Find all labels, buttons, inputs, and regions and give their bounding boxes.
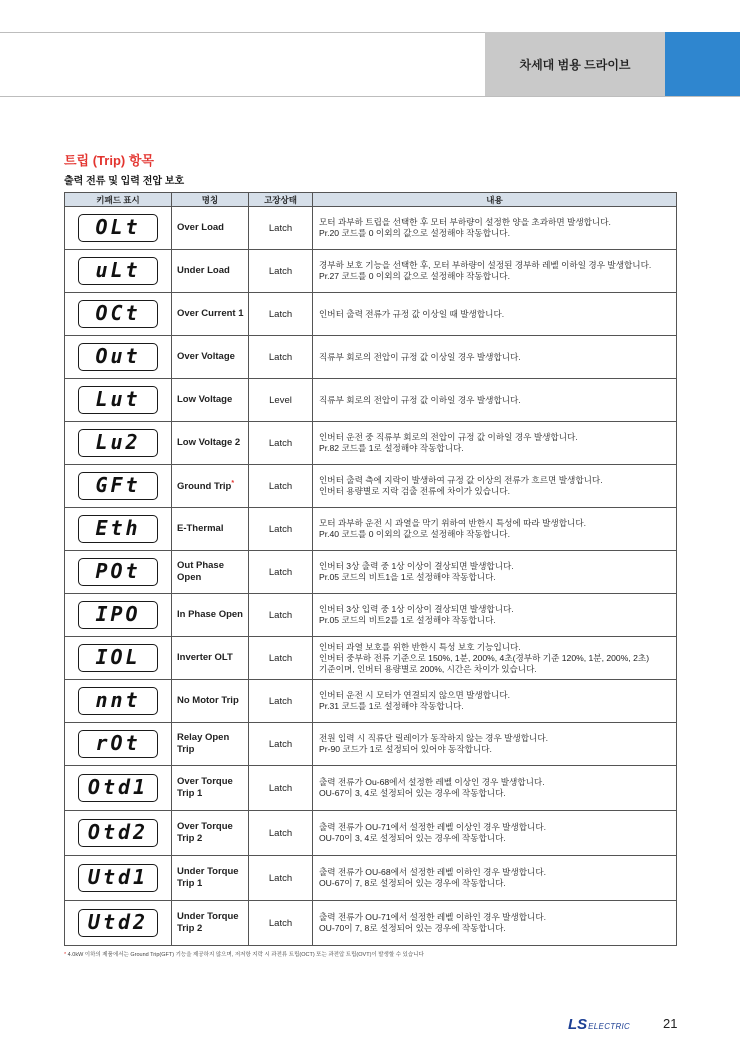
keypad-display: nnt [78,687,158,715]
description-line: Pr.82 코드를 1로 설정해야 작동합니다. [319,443,464,453]
fault-state: Latch [249,637,313,680]
trip-description [313,637,677,680]
fault-state: Latch [249,811,313,856]
keypad-cell [65,856,172,901]
table-row [65,680,677,723]
trip-description [313,856,677,901]
keypad-cell [65,207,172,250]
table-row [65,551,677,594]
trip-description [313,250,677,293]
fault-state: Latch [249,207,313,250]
keypad-cell [65,723,172,766]
description-line: 인버터 운전 중 직류부 회로의 전압이 규정 값 이하일 경우 발생합니다. [319,432,578,442]
description-line: 기준이며, 인버터 용량별로 200%, 시간은 차이가 있습니다. [319,663,537,674]
keypad-cell [65,293,172,336]
table-header-row [65,193,677,207]
fault-state: Latch [249,336,313,379]
fault-state: Latch [249,680,313,723]
description-line: 출력 전류가 OU-71에서 설정한 레벨 이상인 경우 발생합니다. [319,822,547,832]
table-row [65,422,677,465]
trip-name: Under Torque Trip 2 [177,911,239,934]
trip-name: Over Torque Trip 1 [177,776,233,799]
description-line: 인버터 운전 시 모터가 연결되지 않으면 발생합니다. [319,690,511,700]
description-line: 인버터 용량별로 지락 검출 전류에 차이가 있습니다. [319,486,511,496]
keypad-display: OCt [78,300,158,328]
description-line: Pr.27 코드를 0 이외의 값으로 설정해야 작동합니다. [319,271,510,281]
trip-description [313,901,677,946]
trip-description [313,336,677,379]
trip-name: Ground Trip [177,481,232,493]
fault-state: Latch [249,422,313,465]
description-line: Pr.31 코드를 1로 설정해야 작동합니다. [319,701,464,711]
trip-description [313,723,677,766]
description-line: Pr.40 코드를 0 이외의 값으로 설정해야 작동합니다. [319,529,510,539]
trip-description [313,293,677,336]
trip-name-cell [172,465,249,508]
trip-name-cell [172,422,249,465]
keypad-cell [65,379,172,422]
keypad-display: Otd1 [78,774,158,802]
keypad-display: Lu2 [78,429,158,457]
trip-name-cell [172,594,249,637]
description-line: OU-70이 3, 4로 설정되어 있는 경우에 작동합니다. [319,833,506,843]
trip-table [64,192,677,946]
trip-description [313,508,677,551]
header-accent-block [665,32,740,96]
trip-name: Relay Open Trip [177,732,230,755]
keypad-display: uLt [78,257,158,285]
trip-name: Low Voltage [177,394,233,405]
keypad-display: Utd2 [78,909,158,937]
header-keypad: 키패드 표시 [65,193,172,207]
trip-name: No Motor Trip [177,695,239,706]
fault-state: Latch [249,723,313,766]
description-line: OU-67이 7, 8로 설정되어 있는 경우에 작동합니다. [319,878,506,888]
table-row [65,293,677,336]
trip-name: Out Phase Open [177,560,224,583]
description-line: 전원 입력 시 직류단 릴레이가 동작하지 않는 경우 발생합니다. [319,733,549,743]
table-row [65,766,677,811]
description-line: 직류부 회로의 전압이 규정 값 이상일 경우 발생합니다. [319,351,521,362]
ls-electric-logo [568,1016,630,1033]
header-bottom-rule [0,96,740,97]
keypad-display: IOL [78,644,158,672]
table-row [65,379,677,422]
description-line: 모터 과부하 트립을 선택한 후 모터 부하량이 설정한 양을 초과하면 발생합니다. [319,217,611,227]
header-name: 명칭 [172,193,249,207]
description-line: OU-70이 7, 8로 설정되어 있는 경우에 작동합니다. [319,923,506,933]
trip-description [313,594,677,637]
keypad-display: GFt [78,472,158,500]
description-line: 출력 전류가 OU-71에서 설정한 레벨 이하인 경우 발생합니다. [319,912,547,922]
table-row [65,637,677,680]
trip-description [313,551,677,594]
description-line: 인버터 중부하 전류 기준으로 150%, 1분, 200%, 4초(경부하 기준 120%, 1분, 200%, 2초) [319,652,650,663]
fault-state: Latch [249,250,313,293]
table-row [65,901,677,946]
header-content: 내용 [313,193,677,207]
trip-name: Inverter OLT [177,652,233,663]
trip-name-cell [172,508,249,551]
trip-description [313,207,677,250]
keypad-display: OLt [78,214,158,242]
description-line: Pr.05 코드의 비트2를 1로 설정해야 작동합니다. [319,615,496,625]
keypad-display: Lut [78,386,158,414]
footnote [64,950,424,958]
description-line: 모터 과부하 운전 시 과열을 막기 위하여 반한시 특성에 따라 발생합니다. [319,518,587,528]
trip-name-cell [172,811,249,856]
trip-name: E-Thermal [177,523,224,534]
logo-ls: LS [568,1016,588,1033]
trip-description [313,422,677,465]
fault-state: Latch [249,551,313,594]
trip-name: Over Load [177,222,224,233]
keypad-display: Eth [78,515,158,543]
table-row [65,594,677,637]
footnote-mark: * [64,952,67,958]
keypad-cell [65,250,172,293]
trip-name: Over Torque Trip 2 [177,821,233,844]
description-line: Pr.20 코드를 0 이외의 값으로 설정해야 작동합니다. [319,228,510,238]
keypad-display: rOt [78,730,158,758]
trip-name: Over Current 1 [177,308,244,319]
table-row [65,250,677,293]
section-title: 트립 (Trip) 항목 [64,153,154,168]
trip-description [313,811,677,856]
trip-name-cell [172,856,249,901]
trip-description [313,465,677,508]
keypad-cell [65,637,172,680]
keypad-cell [65,901,172,946]
keypad-display: Out [78,343,158,371]
keypad-cell [65,811,172,856]
trip-name-cell [172,207,249,250]
fault-state: Latch [249,594,313,637]
keypad-display: IPO [78,601,158,629]
trip-name-cell [172,551,249,594]
keypad-cell [65,766,172,811]
trip-name: Under Load [177,265,230,276]
fault-state: Latch [249,856,313,901]
description-line: 직류부 회로의 전압이 규정 값 이하일 경우 발생합니다. [319,394,521,405]
subsection-title: 출력 전류 및 입력 전압 보호 [64,176,185,187]
fault-state: Latch [249,901,313,946]
trip-name-cell [172,250,249,293]
page-number: 21 [663,1016,678,1031]
trip-name-cell [172,766,249,811]
keypad-cell [65,594,172,637]
trip-name-cell [172,901,249,946]
description-line: Pr.05 코드의 비트1을 1로 설정해야 작동합니다. [319,572,496,582]
description-line: 인버터 3상 출력 중 1상 이상이 결상되면 발생합니다. [319,561,514,571]
fault-state: Latch [249,465,313,508]
trip-name-cell [172,336,249,379]
trip-description [313,379,677,422]
table-row [65,723,677,766]
table-row [65,508,677,551]
table-row [65,336,677,379]
trip-name: In Phase Open [177,609,243,620]
keypad-display: POt [78,558,158,586]
description-line: 인버터 과열 보호를 위한 반한시 특성 보호 기능입니다. [319,641,521,652]
keypad-display: Utd1 [78,864,158,892]
description-line: 인버터 출력 전류가 규정 값 이상일 때 발생합니다. [319,308,505,319]
fault-state: Latch [249,293,313,336]
trip-name-cell [172,637,249,680]
description-line: 출력 전류가 OU-68에서 설정한 레벨 이하인 경우 발생합니다. [319,867,547,877]
fault-state: Level [249,379,313,422]
keypad-display: Otd2 [78,819,158,847]
trip-name: Over Voltage [177,351,235,362]
trip-name-cell [172,723,249,766]
description-line: 인버터 3상 입력 중 1상 이상이 결상되면 발생합니다. [319,604,514,614]
fault-state: Latch [249,508,313,551]
trip-description [313,766,677,811]
keypad-cell [65,465,172,508]
trip-table-body [65,207,677,946]
description-line: 출력 전류가 Ou-68에서 설정한 레벨 이상인 경우 발생합니다. [319,777,545,787]
keypad-cell [65,551,172,594]
table-row [65,856,677,901]
description-line: OU-67이 3, 4로 설정되어 있는 경우에 작동합니다. [319,788,506,798]
trip-name: Low Voltage 2 [177,437,241,448]
footnote-text: 4.0kW 이하의 제품에서는 Ground Trip(GFT) 기능을 제공하지 않으며, 저저항 지락 시 과전류 트립(OCT) 또는 과전압 트립(OVT)이 발생할 수 있습니다 [67,952,424,958]
description-line: Pr-90 코드가 1로 설정되어 있어야 동작합니다. [319,744,492,754]
fault-state: Latch [249,766,313,811]
logo-electric: ELECTRIC [588,1022,631,1031]
trip-name-cell [172,680,249,723]
trip-name-cell [172,379,249,422]
header-title-box [485,32,665,96]
footnote-marker: * [231,480,235,488]
table-row [65,811,677,856]
table-row [65,465,677,508]
description-line: 경부하 보호 기능을 선택한 후, 모터 부하량이 설정된 경부하 레벨 이하일 경우 발생합니다. [319,260,652,270]
trip-description [313,680,677,723]
table-row [65,207,677,250]
keypad-cell [65,336,172,379]
trip-name-cell [172,293,249,336]
trip-name: Under Torque Trip 1 [177,866,239,889]
description-line: 인버터 출력 측에 지락이 발생하여 규정 값 이상의 전류가 흐르면 발생합니다. [319,475,603,485]
header-state: 고장상태 [249,193,313,207]
keypad-cell [65,422,172,465]
keypad-cell [65,508,172,551]
header-title: 차세대 범용 드라이브 [519,57,631,72]
keypad-cell [65,680,172,723]
